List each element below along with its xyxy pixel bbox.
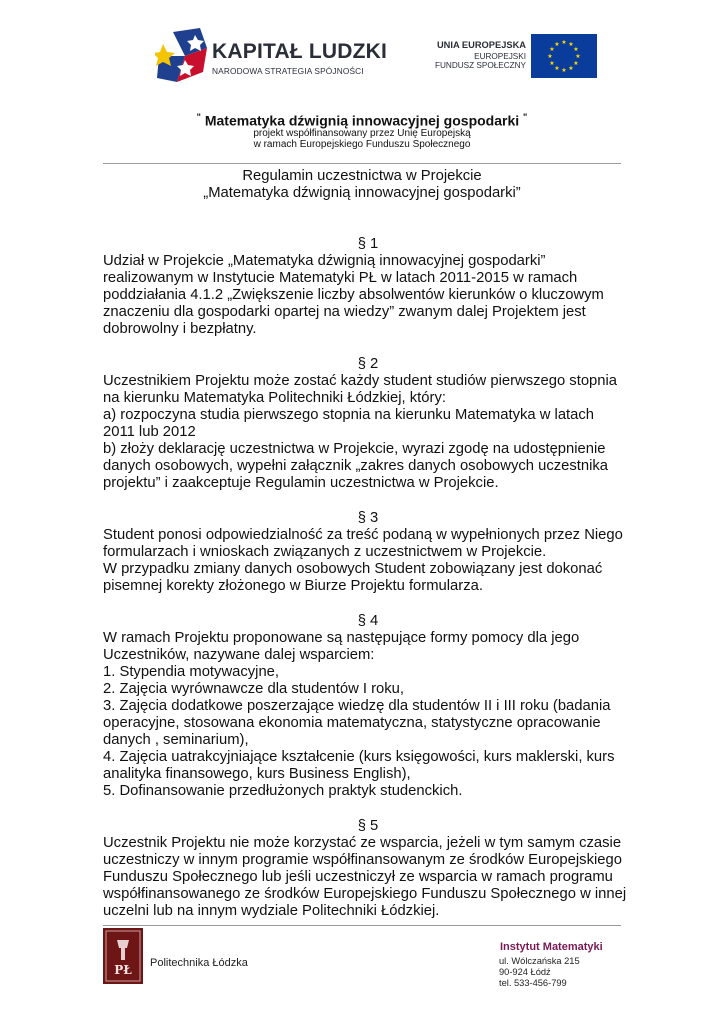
section-line: Funduszu Społecznego lub jeśli uczestniczył ze wsparcia w ramach programu (103, 869, 613, 885)
section-line: b) złoży deklarację uczestnictwa w Projekcie, wyrazi zgodę na udostępnienie (103, 441, 606, 457)
document-title (0, 168, 724, 202)
section-line: Udział w Projekcie „Matematyka dźwignią innowacyjnej gospodarki” (103, 253, 546, 269)
section-line: 2011 lub 2012 (103, 424, 196, 440)
quote-open: " (196, 112, 201, 122)
pl-logo-letters: PŁ (114, 963, 132, 977)
section-line: Uczestnikiem Projektu może zostać każdy student studiów pierwszego stopnia (103, 373, 618, 389)
address-street: ul. Wólczańska 215 (499, 956, 580, 966)
section-line: uczelni lub na innym wydziale Politechniki Łódzkiej. (103, 903, 440, 919)
section-5 (103, 818, 633, 920)
section-2 (103, 356, 633, 492)
section-3 (103, 510, 633, 595)
section-line: a) rozpoczyna studia pierwszego stopnia na kierunku Matematyka w latach (103, 407, 595, 423)
section-heading: § 5 (357, 818, 379, 834)
politechnika-lodzka-logo-icon (103, 928, 143, 984)
kapital-ludzki-logo-icon (155, 26, 215, 90)
politechnika-name: Politechnika Łódzka (150, 957, 248, 969)
section-line: Student ponosi odpowiedzialność za treść podaną w wypełnionych przez Niego (103, 527, 623, 543)
section-line: współfinansowanego ze środków Europejskiego Funduszu Społecznego w innej (103, 886, 627, 902)
section-1 (103, 236, 633, 338)
eu-line-2: EUROPEJSKI (474, 52, 526, 61)
svg-text:★: ★ (573, 60, 579, 67)
section-heading: § 3 (357, 510, 379, 526)
section-line: 1. Stypendia motywacyjne, (103, 664, 280, 680)
header-divider (103, 163, 621, 164)
eu-line-1: UNIA EUROPEJSKA (436, 40, 526, 50)
section-line: poddziałania 4.1.2 „Zwiększenie liczby absolwentów kierunków o kluczowym (103, 287, 604, 303)
section-line: realizowanym w Instytucie Matematyki PŁ w latach 2011-2015 w ramach (103, 270, 578, 286)
eu-flag-icon (531, 34, 597, 78)
svg-text:★: ★ (549, 46, 555, 53)
section-line: operacyjne, stosowana ekonomia matematyczna, statystyczne opracowanie (103, 715, 601, 731)
section-line: 3. Zajęcia dodatkowe poszerzające wiedzę dla studentów II i III roku (badania (103, 698, 611, 714)
project-title-text: Matematyka dźwignią innowacyjnej gospodarki (204, 112, 520, 129)
section-line: formularzach i wnioskach związanych z uczestnictwem w Projekcie. (103, 544, 547, 560)
section-line: Uczestników, nazywane dalej wsparciem: (103, 647, 375, 663)
eu-fund-label (435, 40, 526, 70)
institute-name: Instytut Matematyki (500, 941, 603, 953)
section-line: uczestniczy w innym programie współfinansowanym ze środków Europejskiego (103, 852, 622, 868)
address-phone: tel. 533-456-799 (499, 978, 567, 988)
section-line: 5. Dofinansowanie przedłużonych praktyk studenckich. (103, 783, 463, 799)
svg-text:★: ★ (568, 41, 574, 48)
project-title (0, 112, 724, 129)
section-4 (103, 613, 633, 800)
section-line: dobrowolny i bezpłatny. (103, 321, 257, 337)
institute-address (499, 956, 580, 989)
section-line: W ramach Projektu proponowane są następujące formy pomocy dla jego (103, 630, 580, 646)
svg-text:★: ★ (561, 67, 567, 74)
footer-divider (103, 925, 621, 926)
section-line: projektu” i zaakceptuje Regulamin uczestnictwa w Projekcie. (103, 475, 499, 491)
document-title-line-1: Regulamin uczestnictwa w Projekcie (242, 168, 482, 184)
section-line: pisemnej korekty złożonego w Biurze Projektu formularza. (103, 578, 483, 594)
project-fund-line: w ramach Europejskiego Funduszu Społecznego (253, 139, 471, 150)
section-heading: § 2 (357, 356, 379, 372)
section-line: Uczestnik Projektu nie może korzystać ze wsparcia, jeżeli w tym samym czasie (103, 835, 622, 851)
document-title-line-2: „Matematyka dźwignią innowacyjnej gospodarki” (203, 185, 521, 201)
svg-text:★: ★ (561, 39, 567, 46)
svg-text:★: ★ (573, 46, 579, 53)
document-body (103, 236, 633, 938)
project-cofinance-line: projekt współfinansowany przez Unię Europejską (253, 128, 471, 139)
section-line: danych , seminarium), (103, 732, 249, 748)
quote-close: " (523, 112, 528, 122)
kapital-ludzki-title: KAPITAŁ LUDZKI (212, 40, 388, 63)
section-line: analityka finansowego, kurs Business English), (103, 766, 411, 782)
section-line: na kierunku Matematyka Politechniki Łódzkiej, który: (103, 390, 446, 406)
section-line: 4. Zajęcia uatrakcyjniające kształcenie (kurs księgowości, kurs maklerski, kurs (103, 749, 615, 765)
svg-text:★: ★ (568, 65, 574, 72)
kapital-ludzki-subtitle: NARODOWA STRATEGIA SPÓJNOŚCI (212, 66, 364, 76)
section-heading: § 4 (357, 613, 379, 629)
section-line: 2. Zajęcia wyrównawcze dla studentów I roku, (103, 681, 405, 697)
section-heading: § 1 (357, 236, 379, 252)
svg-text:★: ★ (575, 53, 581, 60)
section-line: W przypadku zmiany danych osobowych Student zobowiązany jest dokonać (103, 561, 603, 577)
svg-text:★: ★ (547, 53, 553, 60)
section-line: znaczeniu dla gospodarki opartej na wiedzy” zwanym dalej Projektem jest (103, 304, 586, 320)
svg-text:★: ★ (554, 65, 560, 72)
eu-line-3: FUNDUSZ SPOŁECZNY (435, 61, 526, 70)
svg-text:★: ★ (549, 60, 555, 67)
svg-text:★: ★ (554, 41, 560, 48)
section-line: danych osobowych, wypełni załącznik „zakres danych osobowych uczestnika (103, 458, 608, 474)
address-city: 90-924 Łódź (499, 967, 551, 977)
